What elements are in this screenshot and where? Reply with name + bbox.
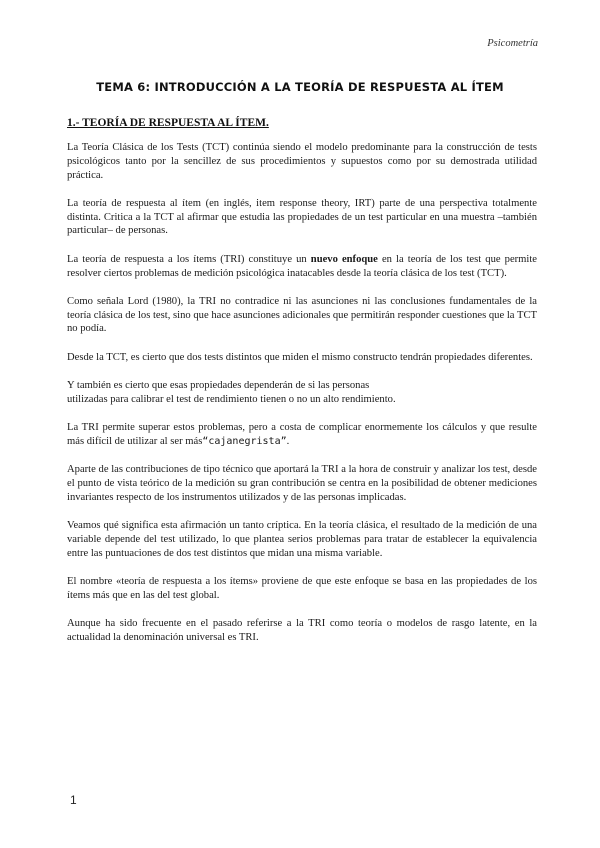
paragraph-6	[67, 379, 537, 407]
paragraph-3-bold-term: nuevo enfoque	[310, 253, 378, 265]
paragraph-6-line-1: Y también es cierto que esas propiedades dependerán de si las personas	[67, 380, 370, 392]
paragraph-9: Veamos qué significa esta afirmación un tanto críptica. En la teoría clásica, el resultado de la medición de una variable depende del test utilizado, lo que plantea serios problemas para tratar de establecer la equivalencia entre las puntuaciones de dos test distintos que midan una misma variable.	[67, 520, 537, 559]
document-title: TEMA 6: INTRODUCCIÓN A LA TEORÍA DE RESPUESTA AL ÍTEM	[96, 80, 504, 94]
paragraph-7-handwritten-term: “cajanegrista”	[202, 435, 287, 447]
paragraph-7-text-end: .	[286, 435, 290, 447]
paragraph-2: La teoría de respuesta al ítem (en inglés, item response theory, IRT) parte de una perspectiva totalmente distinta. Critica a la TCT al afirmar que estudia las propiedades de un test particular en una muestra –también particular– de personas.	[67, 197, 537, 237]
header-note: Psicometría	[487, 38, 538, 49]
paragraph-8: Aparte de las contribuciones de tipo técnico que aportará la TRI a la hora de construir y analizar los test, desde el punto de vista teórico de la medición su gran contribución se centra en la posibilidad de obtener mediciones invariantes respecto de los instrumentos utilizados y de las personas implicadas.	[67, 464, 537, 503]
paragraph-5: Desde la TCT, es cierto que dos tests distintos que miden el mismo constructo tendrán propiedades diferentes.	[67, 351, 533, 363]
paragraph-3-text-end: en la teoría de los test que permite resolver ciertos problemas de medición psicológica inatacables desde la teoría clásica de los test (TCT).	[67, 253, 538, 279]
paragraph-7	[67, 421, 537, 449]
paragraph-3	[67, 253, 537, 281]
paragraph-11: Aunque ha sido frecuente en el pasado referirse a la TRI como teoría o modelos de rasgo latente, en la actualidad la denominación universal es TRI.	[67, 618, 537, 643]
paragraph-10: El nombre «teoría de respuesta a los ítems» proviene de que este enfoque se basa en las propiedades de los ítems más que en las del test global.	[67, 576, 537, 601]
paragraph-3-text-start: La teoría de respuesta a los ítems (TRI) constituye un	[67, 253, 311, 265]
document-body	[67, 141, 537, 659]
paragraph-1: La Teoría Clásica de los Tests (TCT) continúa siendo el modelo predominante para la construcción de tests psicológicos tanto por la sencillez de sus procedimientos y supuestos como por su demostrada utilidad práctica.	[67, 142, 537, 181]
paragraph-6-line-2: utilizadas para calibrar el test de rendimiento tienen o no un alto rendimiento.	[67, 393, 396, 405]
paragraph-7-text-start: La TRI permite superar estos problemas, pero a costa de complicar enormemente los cálculos y que resulte más difícil de utilizar al ser más	[67, 422, 537, 447]
section-heading: 1.- TEORÍA DE RESPUESTA AL ÍTEM.	[67, 117, 269, 129]
page-number: 1	[70, 793, 77, 807]
paragraph-4: Como señala Lord (1980), la TRI no contradice ni las asunciones ni las conclusiones fundamentales de la teoría clásica de los test, sino que hace asunciones adicionales que permitirán responder cuestiones que la TCT no podía.	[67, 295, 537, 335]
